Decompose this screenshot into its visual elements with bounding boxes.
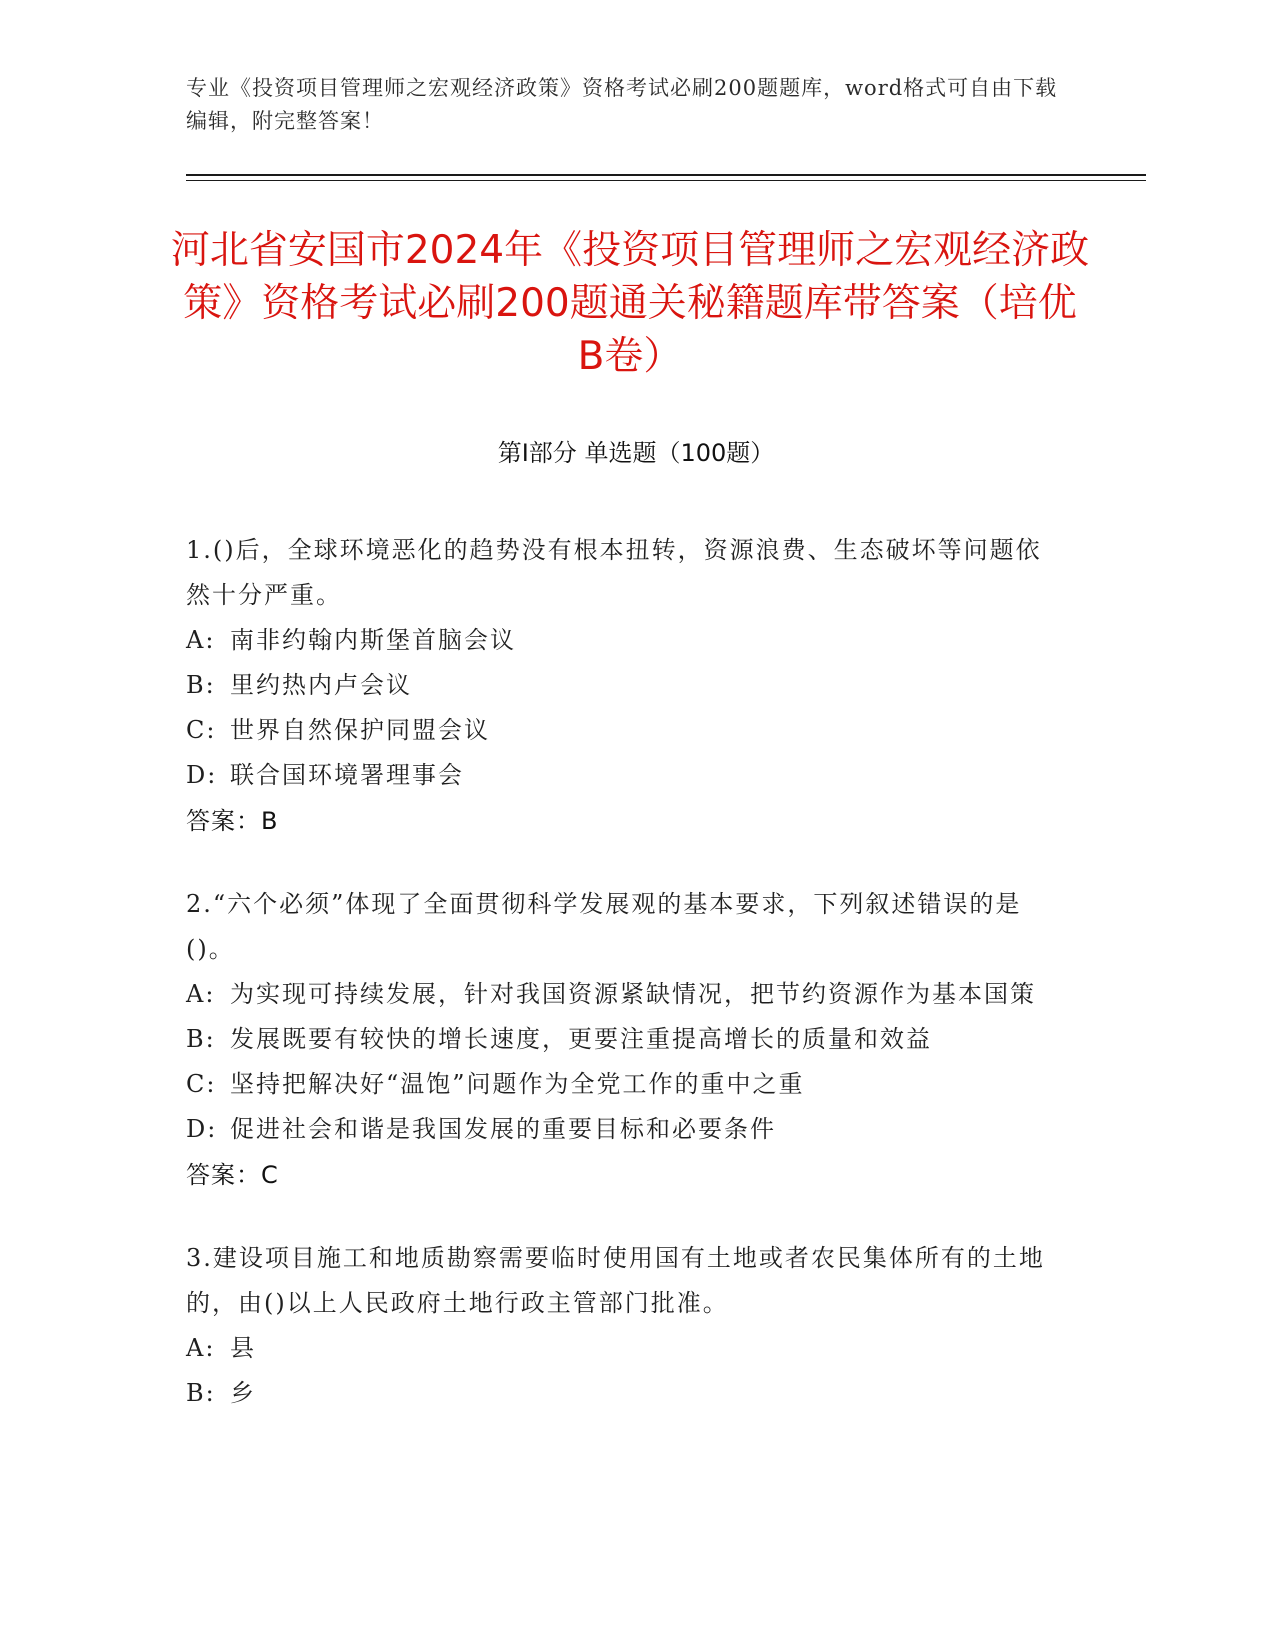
option-d [186, 753, 1066, 798]
question-1 [186, 528, 1066, 844]
option-key: A: [186, 1334, 216, 1362]
document-title: 河北省安国市2024年《投资项目管理师之宏观经济政策》资格考试必刷200题通关秘籍题库带答案（培优B卷） [170, 228, 1090, 379]
option-a [186, 1326, 1066, 1371]
question-stem: 2.“六个必须”体现了全面贯彻科学发展观的基本要求，下列叙述错误的是()。 [186, 890, 1022, 963]
option-b [186, 1371, 1066, 1416]
option-c [186, 1062, 1066, 1107]
option-a [186, 972, 1066, 1017]
option-key: B: [186, 1379, 216, 1407]
option-text: 里约热内卢会议 [230, 671, 412, 699]
option-b [186, 663, 1066, 708]
question-stem: 1.()后，全球环境恶化的趋势没有根本扭转，资源浪费、生态破坏等问题依然十分严重。 [186, 536, 1042, 609]
question-2 [186, 882, 1066, 1198]
option-text: 联合国环境署理事会 [230, 761, 464, 789]
option-text: 世界自然保护同盟会议 [230, 716, 490, 744]
option-text: 乡 [230, 1379, 256, 1407]
header-divider-thick [186, 174, 1146, 176]
answer-line: 答案：B [186, 807, 279, 835]
option-a [186, 618, 1066, 663]
option-key: D: [186, 1115, 218, 1143]
option-c [186, 708, 1066, 753]
question-list [186, 528, 1066, 1454]
header-divider-thin [186, 180, 1146, 181]
question-3 [186, 1236, 1066, 1416]
option-b [186, 1017, 1066, 1062]
answer-line: 答案：C [186, 1161, 279, 1189]
option-text: 为实现可持续发展，针对我国资源紧缺情况，把节约资源作为基本国策 [230, 980, 1036, 1008]
option-key: B: [186, 671, 216, 699]
option-text: 县 [230, 1334, 256, 1362]
option-key: C: [186, 716, 217, 744]
option-key: D: [186, 761, 218, 789]
option-text: 南非约翰内斯堡首脑会议 [230, 626, 516, 654]
option-key: C: [186, 1070, 217, 1098]
header-note: 专业《投资项目管理师之宏观经济政策》资格考试必刷200题题库，word格式可自由下载编辑，附完整答案！ [186, 76, 1058, 133]
option-text: 发展既要有较快的增长速度，更要注重提高增长的质量和效益 [230, 1025, 932, 1053]
option-key: A: [186, 626, 216, 654]
option-text: 促进社会和谐是我国发展的重要目标和必要条件 [230, 1115, 776, 1143]
option-text: 坚持把解决好“温饱”问题作为全党工作的重中之重 [230, 1070, 805, 1098]
option-key: A: [186, 980, 216, 1008]
option-key: B: [186, 1025, 216, 1053]
question-stem: 3.建设项目施工和地质勘察需要临时使用国有土地或者农民集体所有的土地的，由()以上人民政府土地行政主管部门批准。 [186, 1244, 1045, 1317]
section-title: 第Ⅰ部分 单选题（100题） [497, 439, 775, 467]
option-d [186, 1107, 1066, 1152]
